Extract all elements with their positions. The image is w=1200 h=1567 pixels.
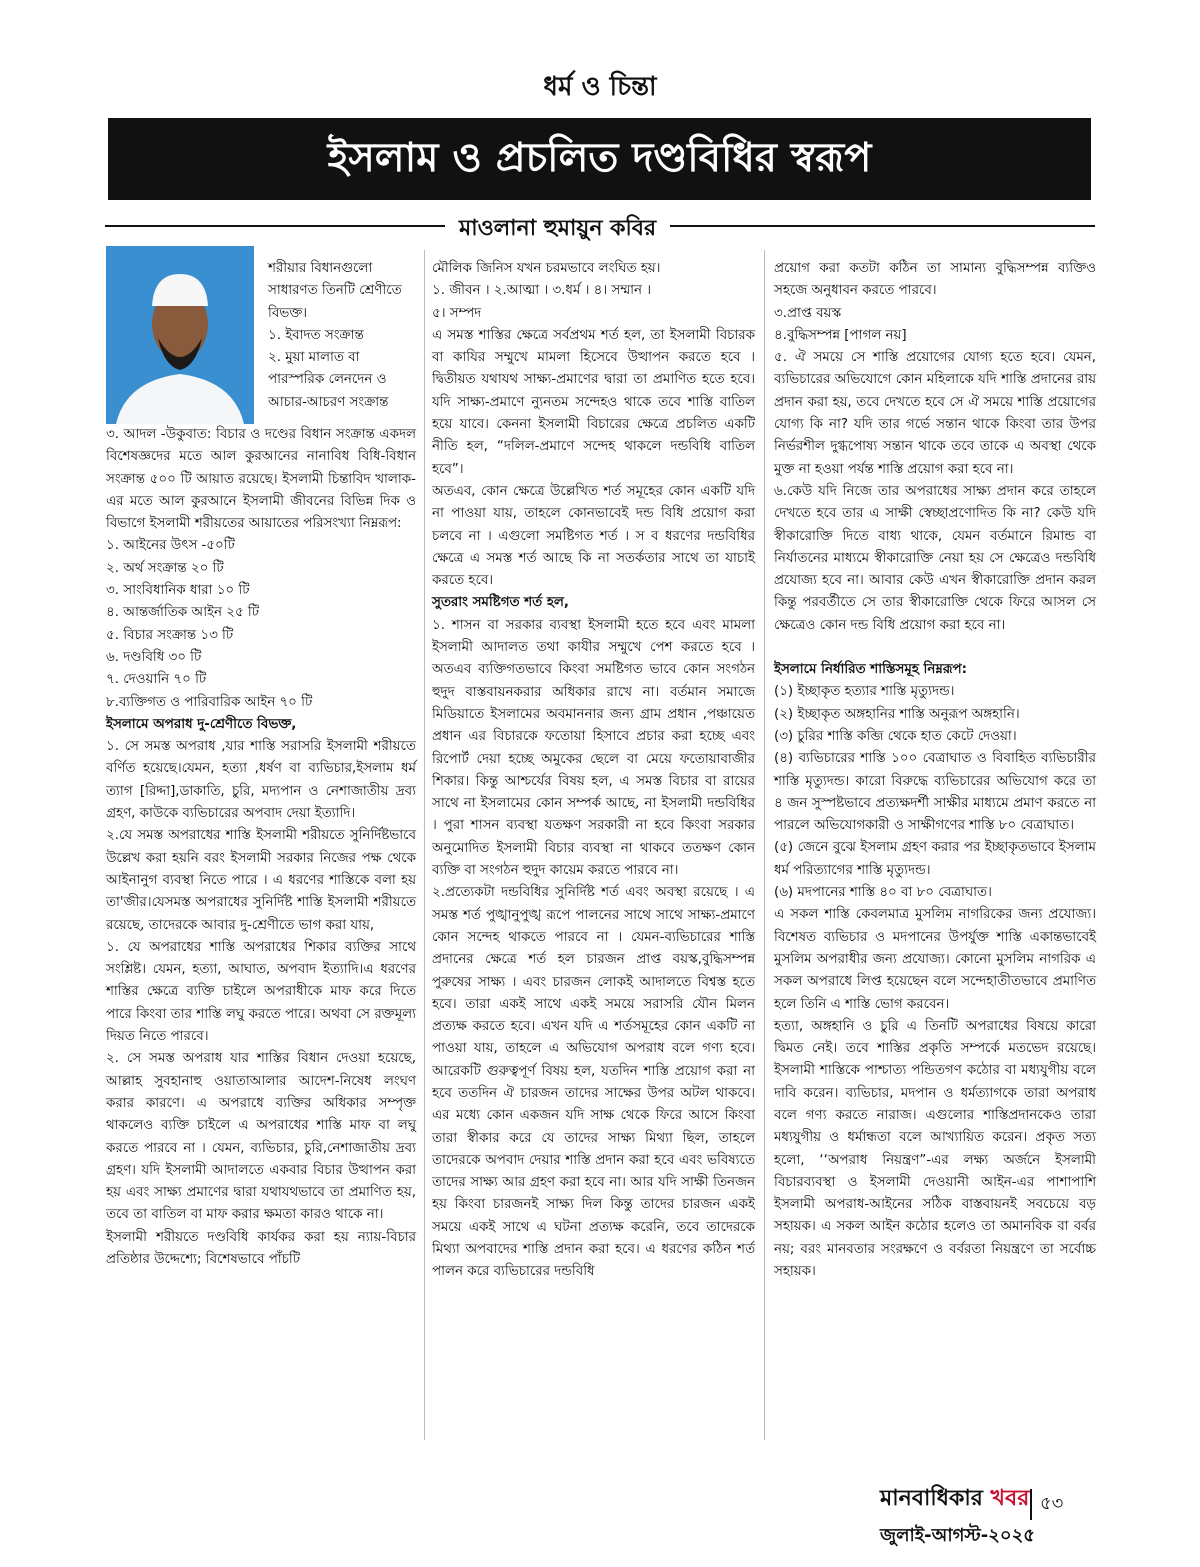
magazine-logo: [880, 1481, 1029, 1518]
subheading: ইসলামে অপরাধ দু-শ্রেণীতে বিভক্ত,: [106, 716, 297, 732]
list-item: ৩. সাংবিধানিক ধারা ১০ টি: [106, 583, 250, 599]
column-1-top: [268, 258, 416, 414]
list-item: ১. আইনের উৎস -৫০টি: [106, 538, 235, 554]
paragraph: ১. শাসন বা সরকার ব্যবস্থা ইসলামী হতে হবে এবং মামলা ইসলামী আদালত তথা কাযীর সম্মুখে পেশ করতে হবে । অতএব ব্যক্তিগতভাবে কিংবা সমষ্টিগত ভাবে কোন সংগঠন হুদুদ বাস্তবায়নকরার অধিকার রাখে না। বর্তমান সমাজে মিডিয়াতে ইসলামের অবমাননার জন্য গ্রাম প্রধান ,পঞ্চায়েত প্রধান এর বিচারকে ফতোয়া হিসাবে প্রচার করা হচ্ছে এবং রিপোর্ট দেয়া হচ্ছে অমুকের ছেলে বা মেয়ে ফতোয়াবাজীর শিকার। কিন্তু আশ্চর্যের বিষয় হল, এ সমস্ত বিচার বা রায়ের সাথে না ইসলামের কোন সম্পর্ক আছে, না ইসলামী দন্ডবিধির । পুরা শাসন ব্যবস্থা যতক্ষণ সরকারী না হবে কিংবা সরকার অনুমোদিত ইসলামী বিচার ব্যবস্থা না থাকবে ততক্ষণ কোন ব্যক্তি বা সংগঠন হুদুদ কায়েম করতে পারবে না।: [432, 617, 755, 879]
author-photo: [106, 246, 254, 424]
paragraph: ২. মুয়া মালাত বা পারস্পরিক লেনদেন ও আচার-আচরণ সংক্রান্ত: [268, 350, 389, 410]
list-item: (৩) চুরির শাস্তি কব্জি থেকে হাত কেটে দেওয়া।: [774, 728, 1017, 744]
paragraph: ১. সে সমস্ত অপরাধ ,যার শাস্তি সরাসরি ইসলামী শরীয়তে বর্ণিত হয়েছে।যেমন, হত্যা ,ধর্ষণ বা ব্যভিচার,ইসলাম ধর্ম ত্যাগ [রিদ্দা],ডাকাতি, চুরি, মদ্যপান ও নেশাজাতীয় দ্রব্য গ্রহণ, কাউকে ব্যভিচারের অপবাদ দেয়া ইত্যাদি।: [106, 739, 416, 822]
paragraph: শরীয়ার বিধানগুলো সাধারণত তিনটি শ্রেণীতে বিভক্ত।: [268, 261, 402, 321]
list-item: (৫) জেনে বুঝে ইসলাম গ্রহণ করার পর ইচ্ছাকৃতভাবে ইসলাম ধর্ম পরিত্যাগের শাস্তি মৃত্যুদন্ড।: [774, 840, 1096, 878]
list-item: ৮.ব্যক্তিগত ও পারিবারিক আইন ৭০ টি: [106, 694, 313, 710]
list-item: ৭. দেওয়ানি ৭০ টি: [106, 672, 207, 688]
paragraph: এ সকল শাস্তি কেবলমাত্র মুসলিম নাগরিকের জন্য প্রযোজ্য। বিশেষত ব্যভিচার ও মদপানের উপর্যুক্ত শাস্তি একান্তভাবেই মুসলিম অপরাধীর জন্য প্রযোজ্য। কোনো মুসলিম নাগরিক এ সকল অপরাধে লিপ্ত হয়েছেন বলে সন্দেহাতীতভাবে প্রমাণিত হলে তিনি এ শাস্তি ভোগ করবেন।: [774, 907, 1096, 1012]
list-item: (৪) ব্যভিচারের শাস্তি ১০০ বেত্রাঘাত ও বিবাহিত ব্যভিচারীর শাস্তি মৃত্যুদন্ড। কারো বিরুদ্ধে ব্যভিচারের অভিযোগ করে তা ৪ জন সুস্পষ্টভাবে প্রত্যক্ষদর্শী সাক্ষীর মাধ্যমে প্রমাণ করতে না পারলে অভিযোগকারী ও সাক্ষীগণের শাস্তি ৮০ বেত্রাঘাত।: [774, 751, 1096, 834]
column-3: [774, 258, 1096, 1283]
paragraph: ৬.কেউ যদি নিজে তার অপরাধের সাক্ষ্য প্রদান করে তাহলে দেখতে হবে তার এ সাক্ষী স্বেচ্ছাপ্রণোদিত কি না? কেউ যদি স্বীকারোক্তি দিতে বাধ্য থাকে, যেমন বর্তমানে রিমান্ড বা নির্যাতনের মাধ্যমে স্বীকারোক্তি নেয়া হয় সে ক্ষেত্রেও দন্ডবিধি প্রযোজ্য হবে না। আবার কেউ এখন স্বীকারোক্তি প্রদান করল কিন্তু পরবর্তীতে সে তার স্বীকারোক্তি থেকে ফিরে আসল সে ক্ষেত্রেও কোন দন্ড বিধি প্রয়োগ করা হবে না।: [774, 483, 1096, 633]
paragraph: এ সমস্ত শাস্তির ক্ষেত্রে সর্বপ্রথম শর্ত হল, তা ইসলামী বিচারক বা কাযির সম্মুখে মামলা হিসেবে উত্থাপন করতে হবে । দ্বিতীয়ত যথাযথ সাক্ষ্য-প্রমাণের দ্বারা তা প্রমাণিত হতে হবে। যদি সাক্ষ্য-প্রমাণে ন্যুনতম সন্দেহও থাকে তবে শাস্তি বাতিল হয়ে যাবে। কেননা ইসলামী বিচারের ক্ষেত্রে প্রচলিত একটি নীতি হল, “দলিল-প্রমাণে সন্দেহ থাকলে দন্ডবিধি বাতিল হবে”।: [432, 327, 755, 477]
column-divider: [424, 250, 425, 1440]
paragraph: ১. ইবাদত সংক্রান্ত: [268, 327, 364, 343]
byline-rule: [105, 211, 1095, 241]
paragraph: ৩.প্রাপ্ত বয়স্ক: [774, 305, 842, 321]
paragraph: প্রয়োগ করা কতটা কঠিন তা সামান্য বুদ্ধিসম্পন্ন ব্যক্তিও সহজে অনুধাবন করতে পারবে।: [774, 261, 1096, 299]
paragraph: হত্যা, অঙ্গহানি ও চুরি এ তিনটি অপরাধের বিষয়ে কারো দ্বিমত নেই। তবে শাস্তির প্রকৃতি সম্পর্কে মতভেদ রয়েছে। ইসলামী শাস্তিকে পাশ্চাত্য পন্ডিতগণ কঠোর বা মধ্যযুগীয় বলে দাবি করেন। ব্যভিচার, মদপান ও ধর্মত্যাগকে তারা অপরাধ বলে গণ্য করতে নারাজ। এগুলোর শাস্তিপ্রদানকেও তারা মধ্যযুগীয় ও ধর্মান্ধতা বলে আখ্যায়িত করেন। প্রকৃত সত্য হলো, ‘‘অপরাধ নিয়ন্ত্রণ”-এর লক্ষ্য অর্জনে ইসলামী বিচারব্যবস্থা ও ইসলামী দেওয়ানী আইন-এর পাশাপাশি ইসলামী অপরাধ-আইনের সঠিক বাস্তবায়নই সবচেয়ে বড় সহায়ক। এ সকল আইন কঠোর হলেও তা অমানবিক বা বর্বর নয়; বরং মানবতার সংরক্ষণে ও বর্বরতা নিয়ন্ত্রণে তা সর্বোচ্চ সহায়ক।: [774, 1018, 1096, 1280]
page-number: ৫৩: [1030, 1489, 1063, 1520]
subheading: সুতরাং সমষ্টিগত শর্ত হল,: [432, 595, 569, 611]
column-2: [432, 258, 755, 1284]
list-item: (৬) মদপানের শাস্তি ৪০ বা ৮০ বেত্রাঘাত।: [774, 885, 992, 901]
article-title: [108, 118, 1091, 200]
paragraph: মৌলিক জিনিস যখন চরমভাবে লংঘিত হয়।: [432, 261, 661, 276]
author-photo-illustration: [106, 246, 254, 424]
paragraph: ইসলামী শরীয়তে দণ্ডবিধি কার্যকর করা হয় ন্যায়-বিচার প্রতিষ্ঠার উদ্দেশ্যে; বিশেষভাবে পাঁচটি: [106, 1229, 416, 1267]
author-name: মাওলানা হুমায়ুন কবির: [445, 211, 670, 248]
list-item: ৫. বিচার সংক্রান্ত ১৩ টি: [106, 627, 234, 643]
list-item: ৪. আন্তর্জাতিক আইন ২৫ টি: [106, 605, 260, 621]
list-item: ৬. দণ্ডবিধি ৩০ টি: [106, 649, 202, 665]
paragraph: ৪.বুদ্ধিসম্পন্ন [পাগল নয়]: [774, 327, 907, 343]
column-divider: [764, 250, 765, 1440]
spacer: [774, 637, 1096, 659]
subheading: ইসলামে নির্ধারিত শাস্তিসমূহ নিম্নরূপ:: [774, 662, 967, 678]
paragraph: অতএব, কোন ক্ষেত্রে উল্লেখিত শর্ত সমূহের কোন একটি যদি না পাওয়া যায়, তাহলে কোনভাবেই দন্ড বিধি প্রয়োগ করা চলবে না । এগুলো সমষ্টিগত শর্ত । স ব ধরণের দন্ডবিধির ক্ষেত্রে এ সমস্ত শর্ত আছে কি না সতর্কতার সাথে তা যাচাই করতে হবে।: [432, 483, 755, 589]
page-footer: [880, 1481, 1100, 1561]
paragraph: ২.প্রত্যেকটা দন্ডবিধির সুনির্দিষ্ট শর্ত এবং অবস্থা রয়েছে । এ সমস্ত শর্ত পুঙ্খানুপুঙ্খ রূপে পালনের সাথে সাথে সাক্ষ্য-প্রমাণে কোন সন্দেহ থাকতে পারবে না । যেমন-ব্যভিচারের শাস্তি প্রদানের ক্ষেত্রে শর্ত হল চারজন প্রাপ্ত বয়স্ক,বুদ্ধিসম্পন্ন পুরুষের সাক্ষ্য । এবং চারজন লোকই আদালতে বিশ্বস্ত হতে হবে। তারা একই সাথে একই সময়ে সরাসরি যৌন মিলন প্রত্যক্ষ করতে হবে। এখন যদি এ শর্তসমূহের কোন একটি না পাওয়া যায়, তাহলে এ অভিযোগ অপরাধ বলে গণ্য হবে। আরেকটি গুরুত্বপূর্ণ বিষয় হল, যতদিন শাস্তি প্রয়োগ করা না হবে ততদিন ঐ চারজন তাদের সাক্ষের উপর অটল থাকবে। এর মধ্যে কোন একজন যদি সাক্ষ থেকে ফিরে আসে কিংবা তারা স্বীকার করে যে তাদের সাক্ষ্য মিথ্যা ছিল, তাহলে তাদেরকে অপবাদ দেয়ার শাস্তি প্রদান করা হবে এবং ভবিষ্যতে তাদের সাক্ষ্য আর গ্রহণ করা হবে না। আর যদি সাক্ষী তিনজন হয় কিংবা চারজনই সাক্ষ্য দিল কিন্তু তাদের চারজন একই সময়ে একই সাথে এ ঘটনা প্রত্যক্ষ করেনি, তবে তাদেরকে মিথ্যা অপবাদের শাস্তি প্রদান করা হবে। এ ধরণের কঠিন শর্ত পালন করে ব্যভিচারের দন্ডবিধি: [432, 885, 755, 1280]
column-1: [106, 424, 416, 1271]
paragraph: ২.যে সমস্ত অপরাধের শাস্তি ইসলামী শরীয়তে সুনির্দিষ্টভাবে উল্লেখ করা হয়নি বরং ইসলামী সরকার নিজের পক্ষ থেকে আইনানুগ ব্যবস্থা নিতে পারে । এ ধরণের শাস্তিকে বলা হয় তা'জীর।যেসমস্ত অপরাধের সুনির্দিষ্ট শাস্তি ইসলামী শরীয়তে রয়েছে, তাদেরকে আবার দু-শ্রেণীতে ভাগ করা যায়,: [106, 828, 416, 933]
list-item: ২. অর্থ সংক্রান্ত ২০ টি: [106, 560, 224, 576]
paragraph: ২. সে সমস্ত অপরাধ যার শাস্তির বিধান দেওয়া হয়েছে, আল্লাহ সুবহানাহু ওয়াতাআলার আদেশ-নিষেধ লংঘণ করার কারণে। এ অপরাধে ব্যক্তির অধিকার সম্পৃক্ত থাকলেও ব্যক্তি চাইলে এ অপরাধের শাস্তি মাফ বা লঘু করতে পারবে না । যেমন, ব্যভিচার, চুরি,নেশাজাতীয় দ্রব্য গ্রহণ। যদি ইসলামী আদালতে একবার বিচার উত্থাপন করা হয় এবং সাক্ষ্য প্রমাণের দ্বারা যথাযথভাবে তা প্রমাণিত হয়, তবে তা বাতিল বা মাফ করার ক্ষমতা কারও থাকে না।: [106, 1051, 416, 1223]
list-item: (১) ইচ্ছাকৃত হত্যার শাস্তি মৃত্যুদন্ড।: [774, 684, 955, 700]
paragraph: ৩. আদল -উকুবাত: বিচার ও দণ্ডের বিধান সংক্রান্ত একদল বিশেষজ্ঞদের মতে আল কুরআনের নানাবিধ বিধি-বিধান সংক্রান্ত ৫০০ টি আয়াত রয়েছে। ইসলামী চিন্তাবিদ খালাক-এর মতে আল কুরআনে ইসলামী জীবনের বিভিন্ন দিক ও বিভাগে ইসলামী শরীয়তের আয়াতের পরিসংখ্যা নিম্নরূপ:: [106, 427, 416, 532]
section-kicker: ধর্ম ও চিন্তা: [543, 72, 657, 102]
paragraph: ৫. ঐ সময়ে সে শাস্তি প্রয়োগের যোগ্য হতে হবে। যেমন, ব্যভিচারের অভিযোগে কোন মহিলাকে যদি শাস্তি প্রদানের রায় প্রদান করা হয়, তবে দেখতে হবে সে ঐ সময়ে শাস্তি প্রয়োগের যোগ্য কি না? যদি তার গর্ভে সন্তান থাকে কিংবা তার উপর নির্ভরশীল দুগ্ধপোষ্য সন্তান থাকে তবে তাকে এ অবস্থা থেকে মুক্ত না হওয়া পর্যন্ত শাস্তি প্রয়োগ করা হবে না।: [774, 350, 1096, 477]
logo-text: মানবাধিকার: [880, 1486, 983, 1511]
paragraph: ৫। সম্পদ: [432, 305, 482, 321]
logo-text-accent: খবর: [990, 1486, 1030, 1511]
list-item: (২) ইচ্ছাকৃত অঙ্গহানির শাস্তি অনুরূপ অঙ্গহানি।: [774, 706, 1020, 722]
paragraph: ১. যে অপরাধের শাস্তি অপরাধের শিকার ব্যক্তির সাথে সংশ্লিষ্ট। যেমন, হত্যা, আঘাত, অপবাদ ইত্যাদি।এ ধরণের শাস্তির ক্ষেত্রে ব্যক্তি চাইলে অপরাধীকে মাফ করে দিতে পারে কিংবা তার শাস্তি লঘু করতে পারে। অথবা সে রক্তমূল্য দিয়ত নিতে পারবে।: [106, 939, 416, 1045]
paragraph: ১. জীবন । ২.আত্মা । ৩.ধর্ম । ৪। সম্মান ।: [432, 283, 652, 299]
article-title-text: ইসলাম ও প্রচলিত দণ্ডবিধির স্বরূপ: [327, 134, 872, 181]
issue-date: জুলাই-আগস্ট-২০২৫: [880, 1525, 1035, 1546]
